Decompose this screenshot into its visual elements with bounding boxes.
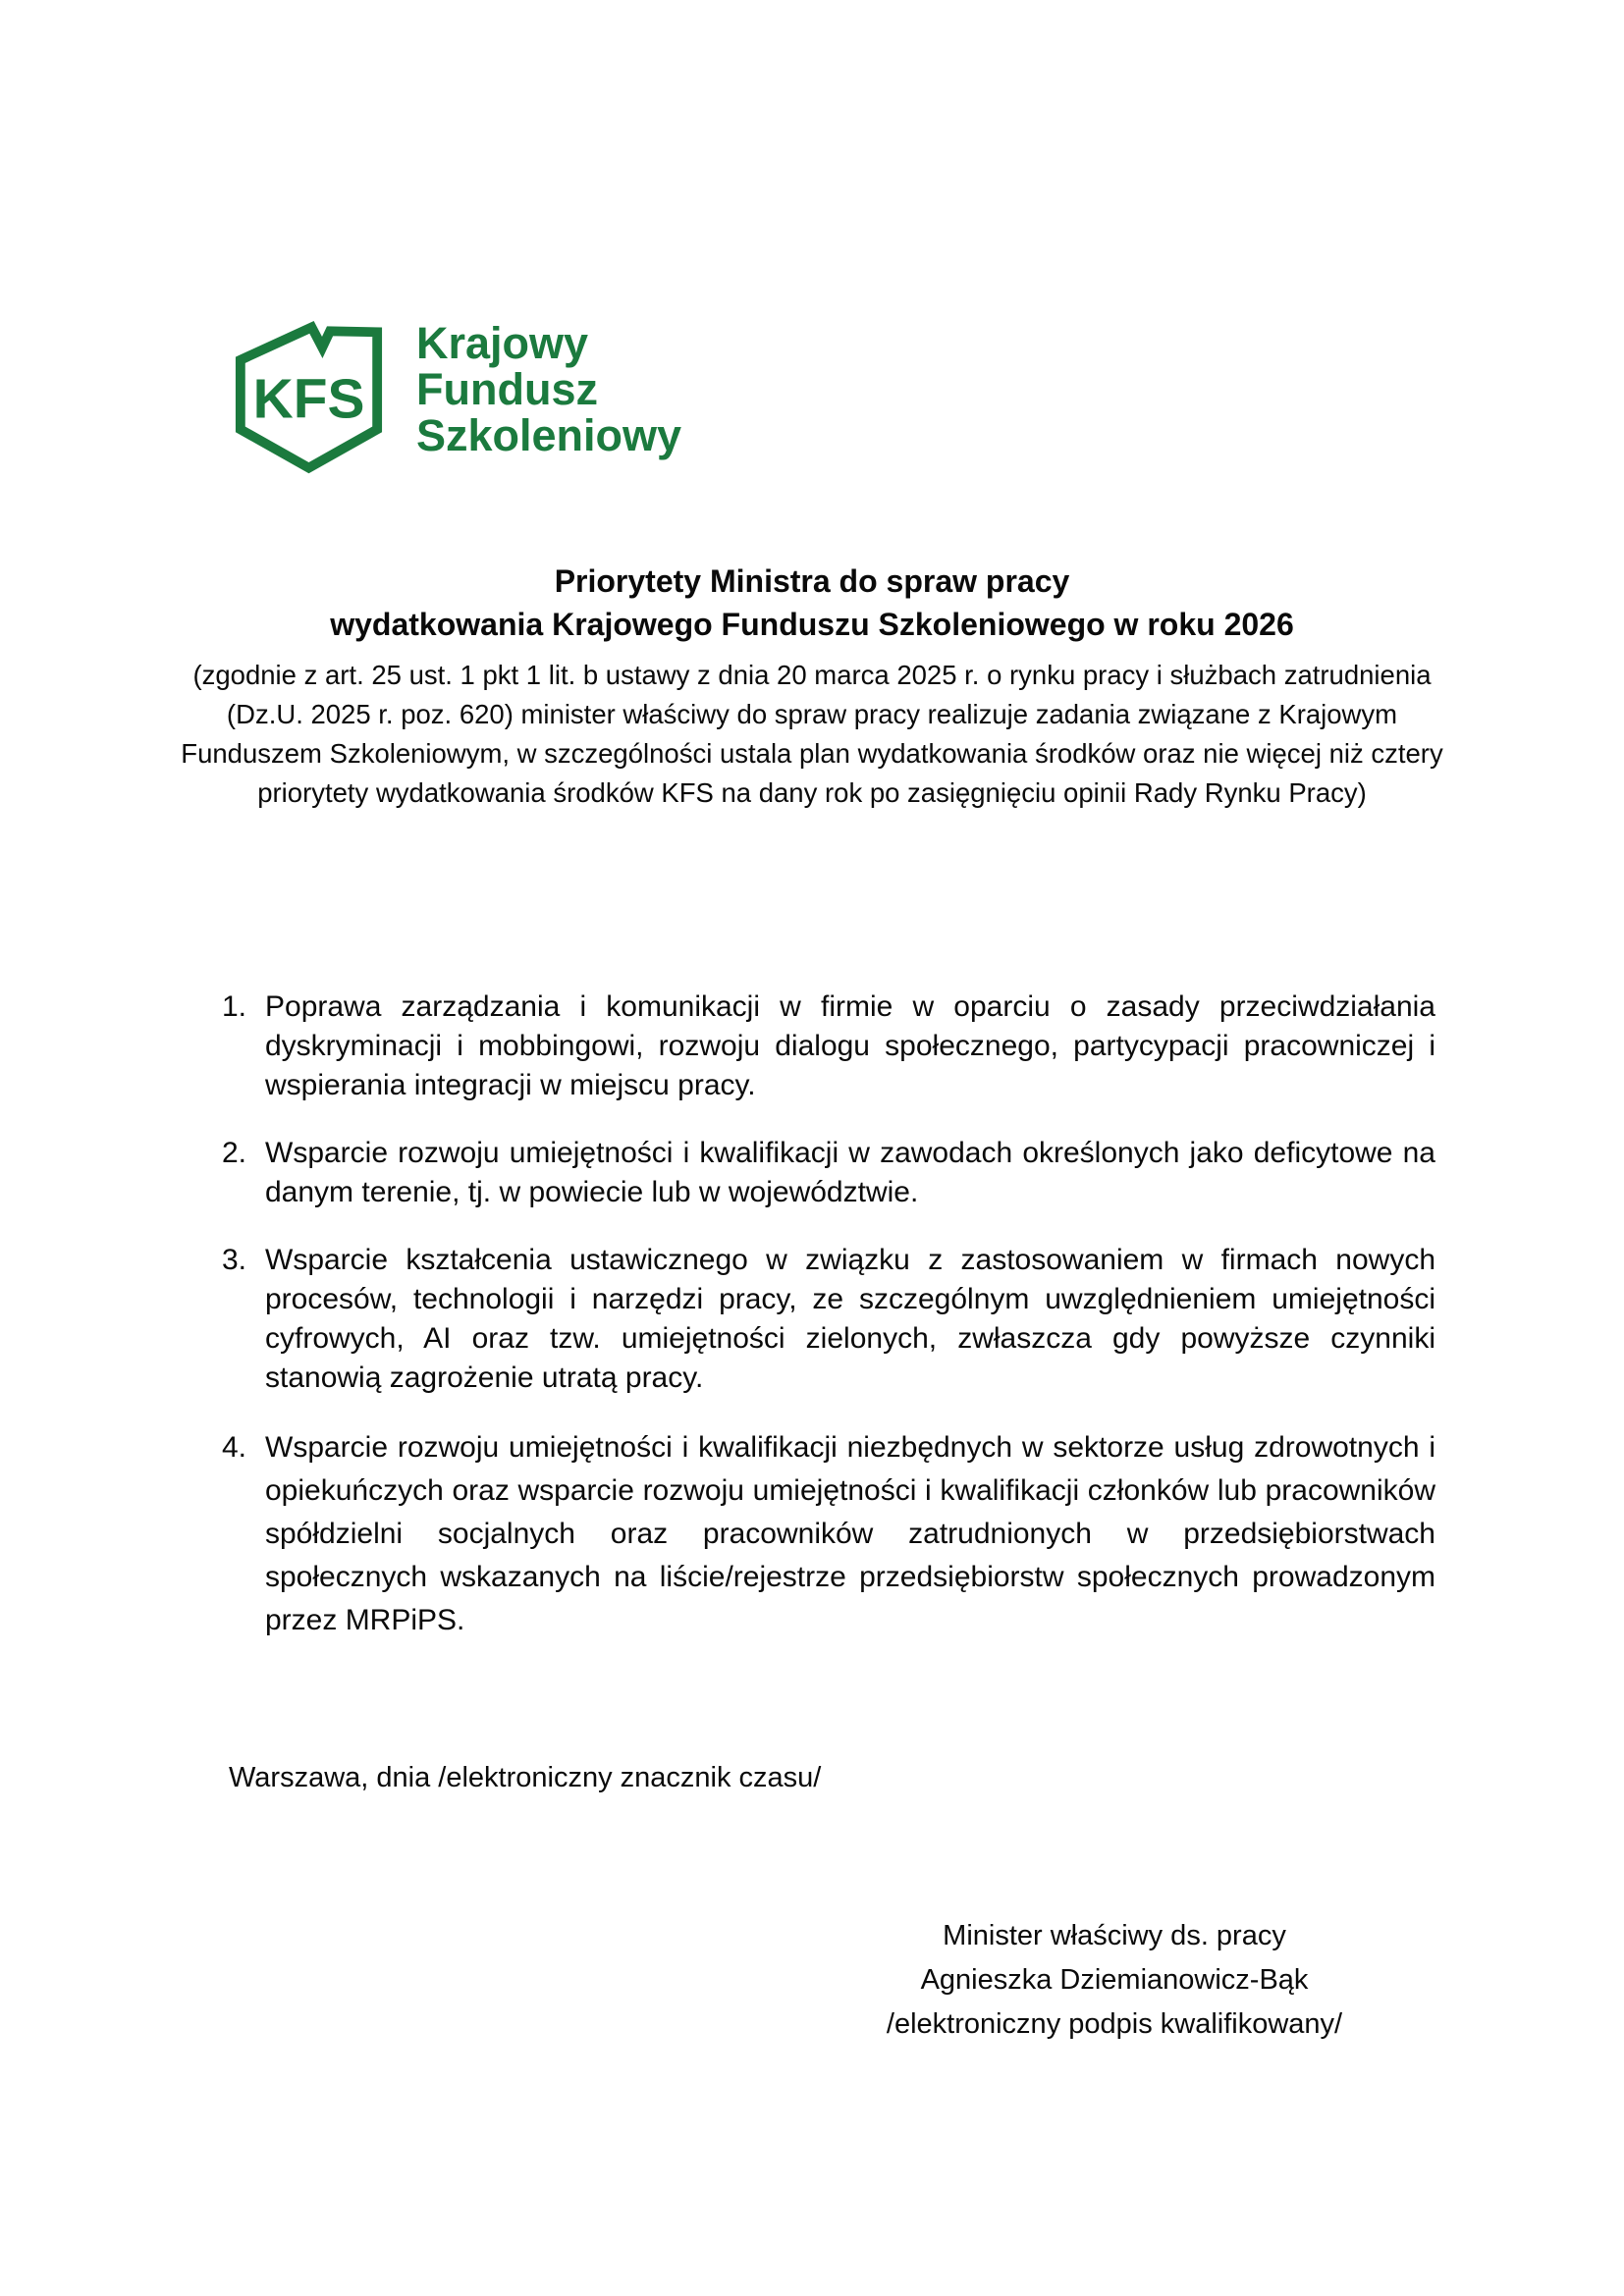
priority-number: 1.: [222, 990, 247, 1023]
signature-method: /elektroniczny podpis kwalifikowany/: [886, 2008, 1343, 2040]
kfs-shield-icon: [233, 320, 385, 475]
priority-text: Wsparcie kształcenia ustawicznego w związku z zastosowaniem w firmach nowych procesów, technologii i narzędzi pracy, ze szczególnym uwzględnieniem umiejętności cyfrowych, AI oraz tzw. umiejętności zielonych, zwłaszcza gdy powyższe czynniki stanowią zagrożenie utratą pracy.: [265, 1244, 1435, 1394]
note-line: priorytety wydatkowania środków KFS na dany rok po zasięgnięciu opinii Rady Rynku Pracy): [257, 777, 1367, 808]
priority-text: Wsparcie rozwoju umiejętności i kwalifikacji w zawodach określonych jako deficytowe na danym terenie, tj. w powiecie lub w województwie.: [265, 1137, 1435, 1208]
document-title: [0, 560, 1624, 646]
logo-wordmark-line: Szkoleniowy: [416, 410, 682, 460]
priority-item: [222, 988, 1435, 1105]
priority-text: Wsparcie rozwoju umiejętności i kwalifikacji niezbędnych w sektorze usług zdrowotnych i opiekuńczych oraz wsparcie rozwoju umiejętności i kwalifikacji członków lub pracowników spółdzielni socjalnych oraz pracowników zatrudnionych w przedsiębiorstwach społecznych wskazanych na liście/rejestrze przedsiębiorstw społecznych prowadzonym przez MRPiPS.: [265, 1431, 1435, 1636]
logo-wordmark-line: Fundusz: [416, 364, 598, 414]
note-line: Funduszem Szkoleniowym, w szczególności ustala plan wydatkowania środków oraz nie więcej niż cztery: [181, 738, 1443, 769]
priority-item: [222, 1134, 1435, 1212]
priorities-list: [222, 988, 1435, 1671]
title-line-1: Priorytety Ministra do spraw pracy: [554, 563, 1070, 599]
note-line: (Dz.U. 2025 r. poz. 620) minister właściwy do spraw pracy realizuje zadania związane z Krajowym: [226, 699, 1398, 729]
signature-role: Minister właściwy ds. pracy: [943, 1920, 1286, 1951]
place-date-line: Warszawa, dnia /elektroniczny znacznik czasu/: [229, 1762, 822, 1793]
signature-block: [810, 1914, 1419, 2047]
kfs-logo: [233, 320, 681, 475]
priority-number: 3.: [222, 1244, 247, 1276]
priority-text: Poprawa zarządzania i komunikacji w firmie w oparciu o zasady przeciwdziałania dyskryminacji i mobbingowi, rozwoju dialogu społecznego, partycypacji pracowniczej i wspierania integracji w miejscu pracy.: [265, 990, 1435, 1101]
priority-item: [222, 1426, 1435, 1642]
priority-number: 2.: [222, 1137, 247, 1169]
logo-wordmark-line: Krajowy: [416, 318, 589, 368]
note-line: (zgodnie z art. 25 ust. 1 pkt 1 lit. b ustawy z dnia 20 marca 2025 r. o rynku pracy i służbach zatrudnienia: [192, 660, 1432, 690]
logo-acronym: KFS: [252, 367, 365, 431]
title-line-2: wydatkowania Krajowego Funduszu Szkoleniowego w roku 2026: [330, 607, 1294, 642]
priority-number: 4.: [222, 1431, 247, 1464]
logo-wordmark: [416, 320, 681, 458]
signature-name: Agnieszka Dziemianowicz-Bąk: [920, 1964, 1309, 1996]
priority-item: [222, 1241, 1435, 1398]
legal-basis-note: [0, 656, 1624, 813]
